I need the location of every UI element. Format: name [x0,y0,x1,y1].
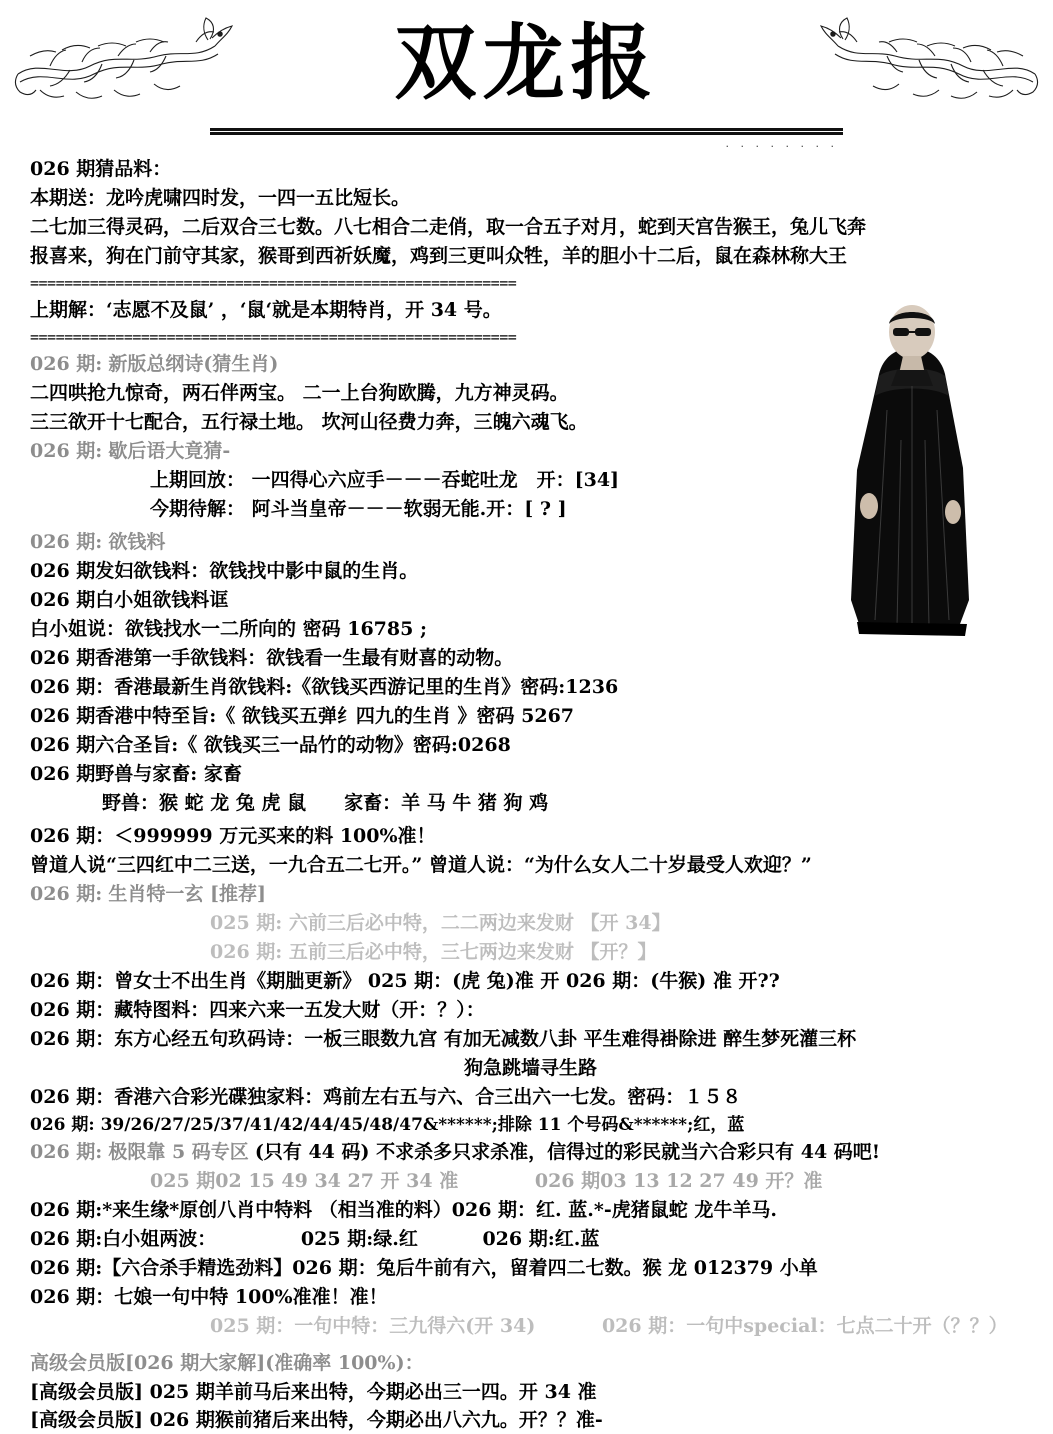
section-number: 026 期: [30,531,103,554]
section-label: 生肖特一玄 [推荐] [108,882,266,905]
section-jixian-5ma [30,1139,1031,1166]
line-hongkong-diyishou: 026 期香港第一手欲钱料：欲钱看一生最有财喜的动物。 [30,647,514,670]
line-shangqi-huifang: 上期回放： 一四得心六应手－－－吞蛇吐龙 开：[34] [150,469,620,492]
section-number: 026 期: [30,882,103,905]
line-liuhe-shengzhi: 026 期六合圣旨:《 欲钱买三一品竹的动物》密码:0268 [30,734,511,757]
section-xiehouyu [30,438,1031,465]
line-026-bo: 026 期:红.蓝 [482,1227,600,1250]
line-lingma-2: 报喜来，狗在门前守其家，猴哥到西祈妖魔，鸡到三更叫众牲，羊的胆小十二后，鼠在森林称大王 [30,244,848,267]
line-025-liuqian: 025 期: 六前三后必中特，二二两边来发财 【开 34】 [210,911,671,934]
line-025-yiju: 025 期：一句中特：三九得六(开 34) [210,1314,536,1337]
line-wanyuan-liao: 026 期：＜999999 万元买来的料 100%准！ [30,824,436,847]
line-fafu-yuqian: 026 期发妇欲钱料：欲钱找中影中鼠的生肖。 [30,560,419,583]
line-baixiaojie-liangbo [30,1226,1031,1253]
line-lingma-1: 二七加三得灵码，二后双合三七数。八七相合二走俏，取一合五子对月，蛇到天宫告猴王，兔儿飞奔 [30,215,867,238]
section-rest: (只有 44 码) 不求杀多只求杀准，信得过的彩民就当六合彩只有 44 码吧! [254,1140,881,1163]
divider-2: ========================================================= [30,328,517,347]
section-number: 026 期: [30,440,103,463]
line-hongkong-zuixin: 026 期：香港最新生肖欲钱料:《欲钱买西游记里的生肖》密码:1236 [30,676,619,699]
line-gaoji-huiyuan-title: 高级会员版[026 期大家解](准确率 100%)： [30,1351,424,1374]
line-zonggang-1: 二四哄抢九惊奇，两石伴两宝。 二一上台狗欧腾，九方神灵码。 [30,382,569,405]
section-label: 欲钱料 [108,531,166,554]
line-026-jixian: 026 期03 13 12 27 49 开？准 [534,1169,823,1192]
line-dongfang-xinjing: 026 期：东方心经五句玖码诗：一板三眼数九宫 有加无减数八卦 平生难得褂除进 醉生梦死灌三杯 [30,1027,857,1050]
section-number: 026 期: [30,1140,103,1163]
line-zengdaoren: 曾道人说“三四红中二三送，一九合五二七开。” 曾道人说：“为什么女人二十岁最受人欢迎？” [30,853,812,876]
line-jixian-history [30,1168,1031,1195]
line-guangdie-dujialiao: 026 期：香港六合彩光碟独家料：鸡前左右五与六、合三出六一七发。密码：１５８ [30,1085,742,1108]
line-benqisong: 本期送：龙吟虎啸四时发，一四一五比短长。 [30,186,411,209]
line-baixiaojie-yuqian: 026 期白小姐欲钱料诓 [30,589,229,612]
line-gaoji-026: [高级会员版] 026 期猴前猪后来出特，今期必出八六九。开？？准- [30,1409,603,1432]
section-label: 新版总纲诗(猜生肖) [108,353,279,376]
line-025-jixian: 025 期02 15 49 34 27 开 34 准 [150,1169,459,1192]
line-yeshou-list: 野兽：猴 蛇 龙 兔 虎 鼠 家畜：羊 马 牛 猪 狗 鸡 [102,791,549,814]
line-liuheshashou: 026 期:【六合杀手精选劲料】026 期：兔后牛前有六，留着四二七数。猴 龙 012379 小单 [30,1256,818,1279]
line-zhongte-zhizhi: 026 期香港中特至旨:《 欲钱买五弹纟四九的生肖 》密码 5267 [30,705,575,728]
line-qiniang-history [30,1313,1031,1340]
line-zengnvshi: 026 期：曾女士不出生肖《期朏更新》 025 期：(虎 兔)准 开 026 期：(牛猴) 准 开?? [30,969,780,992]
line-title-026: 026 期猜品料： [30,158,172,180]
line-qiniang-yiju: 026 期：七娘一句中特 100%准准！准！ [30,1285,388,1308]
page-title: 双龙报 [394,15,659,111]
masthead [0,0,1053,153]
section-yuqianliao [30,529,1031,556]
section-shengxiaote [30,881,1031,908]
line-026-wuqian: 026 期: 五前三后必中特，三七两边来发财 【开？】 [210,940,657,963]
line-jinqi-daijie: 今期待解： 阿斗当皇帝－－－软弱无能.开：[ ? ] [150,498,567,521]
line-gaoji-025: [高级会员版] 025 期羊前马后来出特，今期必出三一四。开 34 准 [30,1380,597,1403]
line-dongfang-xinjing-2: 狗急跳墙寻生路 [463,1056,597,1079]
section-number: 026 期: [30,353,103,376]
line-cangte-tuliao: 026 期：藏特图料：四来六来一五发大财（开：？）： [30,998,485,1021]
masthead-dots: · · · · · · · · [725,140,838,153]
line-zonggang-2: 三三欲开十七配合，五行禄土地。 坎河山径费力奔，三魄六魂飞。 [30,411,588,434]
article-body [0,150,1053,1434]
line-laishengyuan: 026 期:*来生缘*原创八肖中特料 （相当准的料）026 期：红. 蓝.*-虎猪鼠蛇 龙牛羊马. [30,1198,777,1221]
line-026-yiju: 026 期：一句中special：七点二十开（？？） [601,1314,1008,1337]
divider-1: ========================================================= [30,273,517,292]
line-shangqijie: 上期解：‘志愿不及鼠’ ，‘鼠‘就是本期特肖，开 34 号。 [30,299,502,322]
line-yeshou-jiachu: 026 期野兽与家畜: 家畜 [30,763,242,785]
section-label: 极限靠 5 码专区 [108,1140,249,1163]
line-025-bo: 025 期:绿.红 [300,1227,418,1250]
line-paichu-haoma: 026 期: 39/26/27/25/37/41/42/44/45/48/47&******;排除 11 个号码&******;红，蓝 [30,1114,745,1135]
section-zonggangshi [30,351,1031,378]
masthead-divider [210,128,843,137]
line-baixiaojie-shuo: 白小姐说：欲钱找水一二所向的 密码 16785 ; [30,618,427,641]
section-label: 歇后语大竟猜- [108,440,231,463]
line-baixiaojie-liangbo-label: 026 期:白小姐两波： [30,1227,217,1250]
